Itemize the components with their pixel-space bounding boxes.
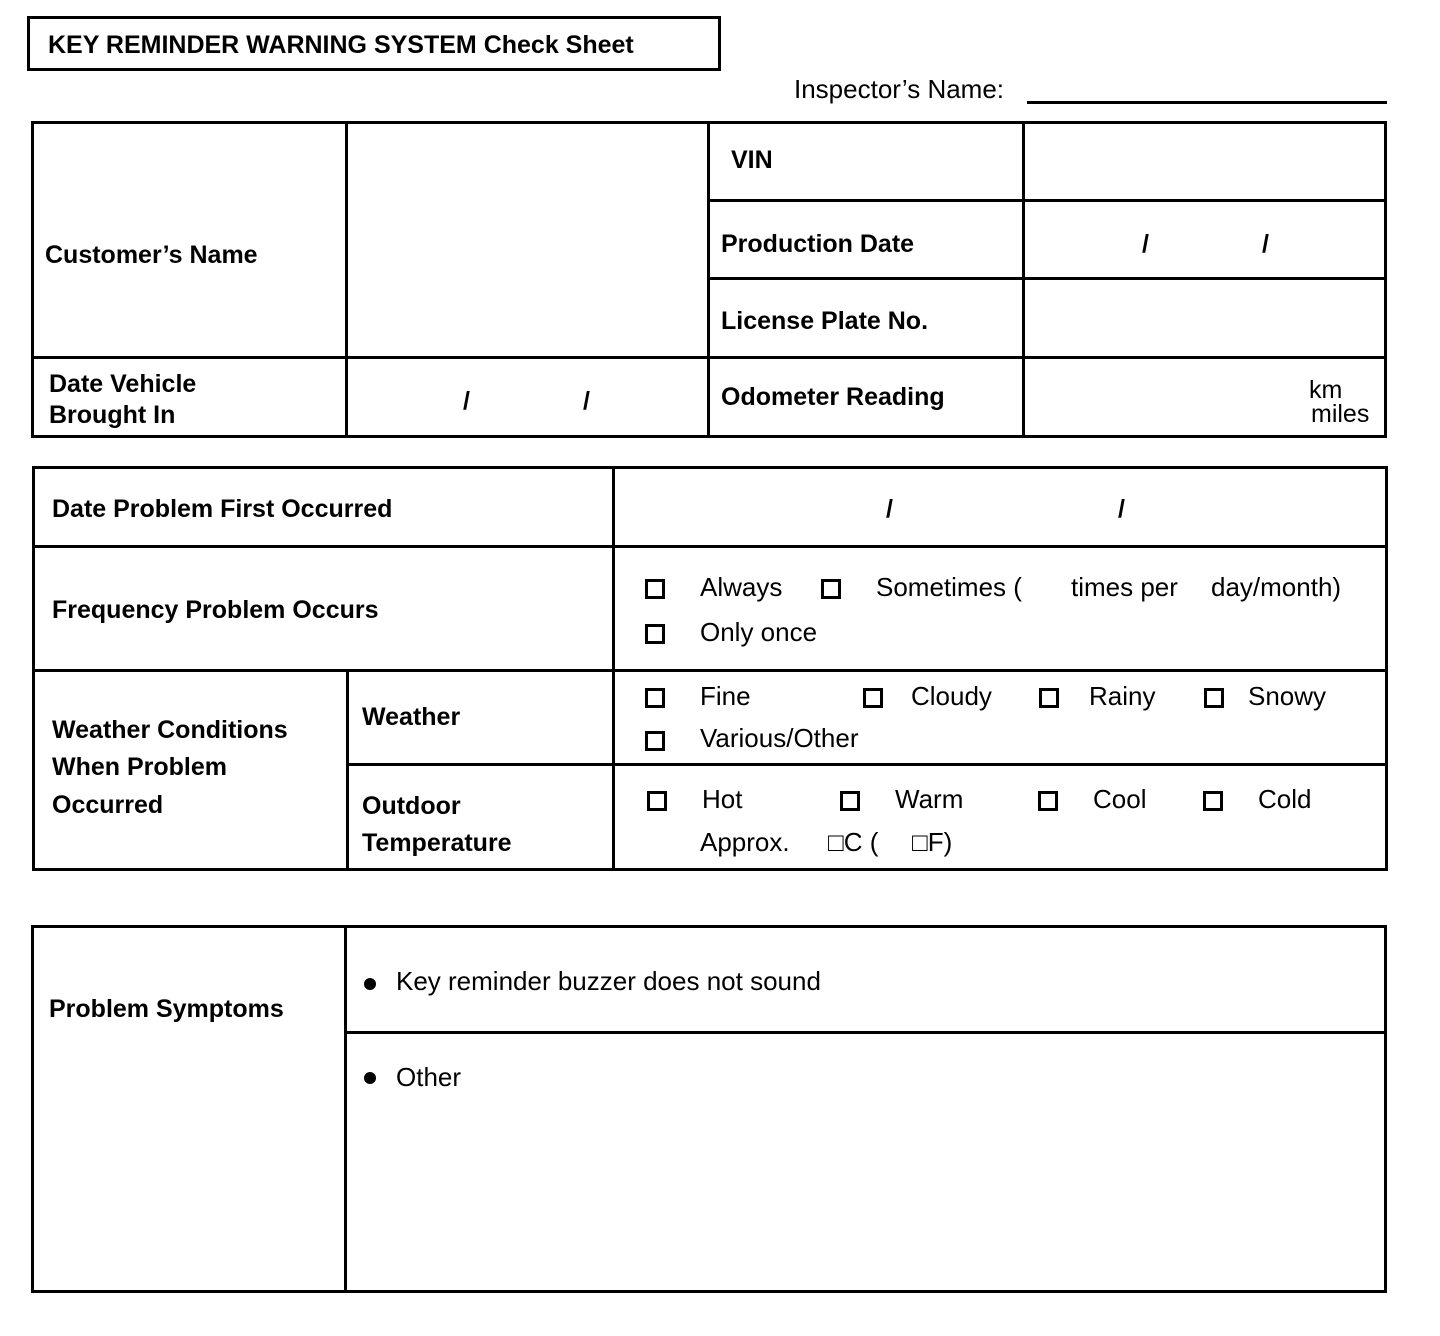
date-brought-in-field[interactable]	[350, 361, 705, 433]
weather-label: Weather	[362, 703, 461, 731]
date-separator: /	[583, 387, 590, 415]
bullet-icon	[364, 1072, 376, 1084]
fahrenheit-field[interactable]: □F)	[912, 827, 953, 857]
weather-conditions-label-line1: Weather Conditions	[52, 716, 288, 744]
inspector-name-field[interactable]	[1027, 101, 1387, 104]
checkbox-cool[interactable]	[1038, 791, 1058, 811]
option-cold: Cold	[1258, 784, 1312, 814]
checkbox-cloudy[interactable]	[863, 688, 883, 708]
symptom-item: Other	[396, 1062, 462, 1092]
option-warm: Warm	[895, 784, 964, 814]
checkbox-only-once[interactable]	[645, 624, 665, 644]
date-separator: /	[886, 495, 893, 523]
approx-label: Approx.	[700, 827, 790, 857]
checkbox-sometimes[interactable]	[821, 579, 841, 599]
checkbox-warm[interactable]	[840, 791, 860, 811]
celsius-field[interactable]: □C (	[828, 827, 879, 857]
date-separator: /	[1262, 230, 1269, 258]
symptom-item: Key reminder buzzer does not sound	[396, 966, 821, 996]
symptom-other-field[interactable]	[349, 1100, 1382, 1287]
option-snowy: Snowy	[1248, 681, 1327, 711]
option-cool: Cool	[1093, 784, 1147, 814]
checkbox-hot[interactable]	[647, 791, 667, 811]
checkbox-fine[interactable]	[645, 688, 665, 708]
option-various-other: Various/Other	[700, 723, 859, 753]
odometer-unit-miles: miles	[1311, 400, 1370, 428]
vin-field[interactable]	[1027, 126, 1382, 197]
option-only-once: Only once	[700, 617, 818, 647]
customer-name-label: Customer’s Name	[45, 241, 258, 269]
option-times-per: times per	[1071, 572, 1178, 602]
sheet-title: KEY REMINDER WARNING SYSTEM Check Sheet	[27, 16, 721, 71]
first-occurred-field[interactable]	[617, 471, 1383, 543]
problem-symptoms-label: Problem Symptoms	[49, 995, 284, 1023]
weather-conditions-label-line2: When Problem	[52, 753, 228, 781]
date-separator: /	[1118, 495, 1125, 523]
outdoor-temp-label-line1: Outdoor	[362, 792, 461, 820]
first-occurred-label: Date Problem First Occurred	[52, 495, 393, 523]
checkbox-cold[interactable]	[1203, 791, 1223, 811]
customer-name-field[interactable]	[350, 126, 705, 354]
production-date-label: Production Date	[721, 230, 915, 258]
vin-label: VIN	[731, 146, 773, 174]
symptom-buzzer-field[interactable]	[349, 930, 1382, 1029]
option-always: Always	[700, 572, 783, 602]
inspector-name-label: Inspector’s Name:	[794, 74, 1005, 104]
date-separator: /	[1142, 230, 1149, 258]
option-hot: Hot	[702, 784, 743, 814]
option-rainy: Rainy	[1089, 681, 1156, 711]
checkbox-always[interactable]	[645, 579, 665, 599]
frequency-label: Frequency Problem Occurs	[52, 596, 379, 624]
license-plate-label: License Plate No.	[721, 307, 929, 335]
date-separator: /	[463, 387, 470, 415]
odometer-unit-km: km	[1309, 376, 1343, 404]
checkbox-various-other[interactable]	[645, 731, 665, 751]
license-plate-field[interactable]	[1027, 282, 1382, 354]
option-day-month: day/month)	[1211, 572, 1342, 602]
production-date-field[interactable]	[1027, 204, 1382, 275]
weather-conditions-label-line3: Occurred	[52, 791, 164, 819]
odometer-label: Odometer Reading	[721, 383, 945, 411]
outdoor-temp-label-line2: Temperature	[362, 829, 512, 857]
odometer-field[interactable]	[1027, 361, 1297, 433]
option-fine: Fine	[700, 681, 751, 711]
date-brought-in-label-line1: Date Vehicle	[49, 370, 197, 398]
checkbox-snowy[interactable]	[1204, 688, 1224, 708]
option-sometimes: Sometimes (	[876, 572, 1022, 602]
option-cloudy: Cloudy	[911, 681, 992, 711]
date-brought-in-label-line2: Brought In	[49, 401, 176, 429]
checkbox-rainy[interactable]	[1039, 688, 1059, 708]
